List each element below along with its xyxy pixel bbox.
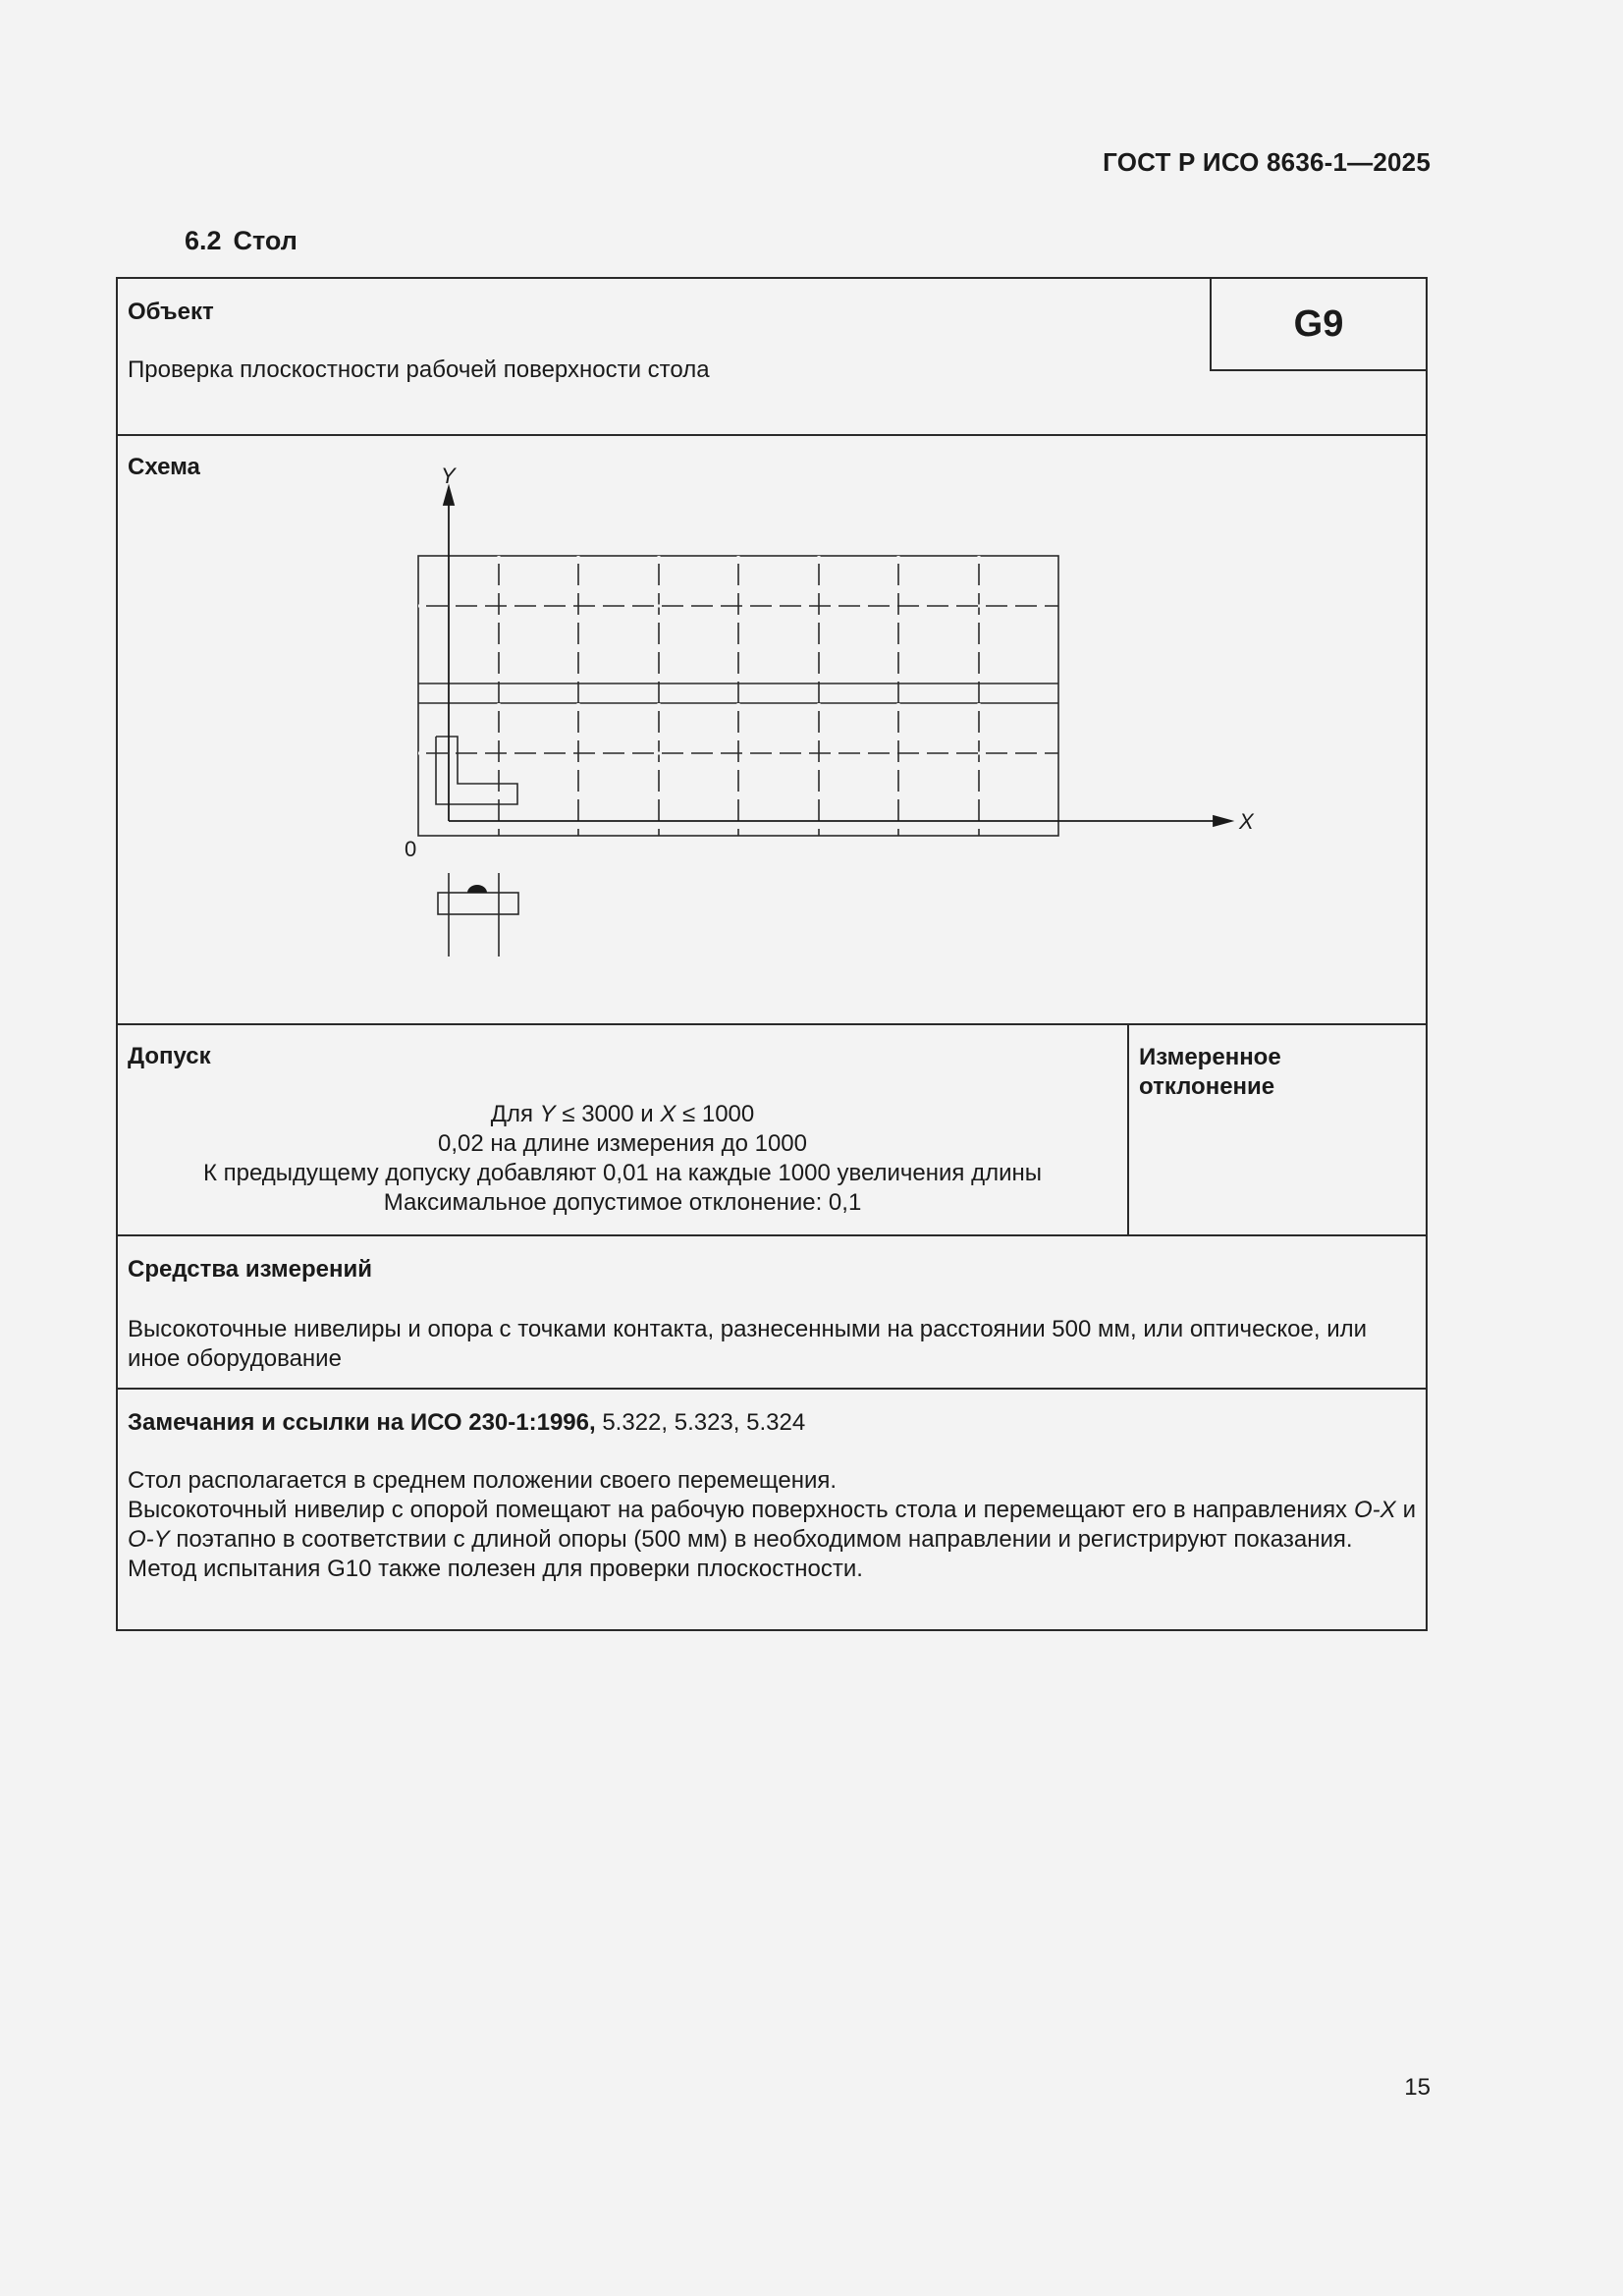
means-text: Высокоточные нивелиры и опора с точками контакта, разнесенными на расстоянии 500 мм, или оптическое, или иное оборудование <box>128 1316 1368 1372</box>
section-name: Стол <box>233 226 298 255</box>
x-axis-label: X <box>1239 809 1254 834</box>
means-label: Средства измерений <box>128 1256 373 1283</box>
notes-text <box>128 1466 1416 1584</box>
section-title <box>185 226 298 256</box>
object-text: Проверка плоскостности рабочей поверхности стола <box>128 356 710 383</box>
section-number: 6.2 <box>185 226 222 255</box>
notes-paragraph-3: Метод испытания G10 также полезен для проверки плоскостности. <box>128 1556 863 1582</box>
object-label: Объект <box>128 299 214 325</box>
measured-deviation-label: Измеренное отклонение <box>1139 1044 1281 1100</box>
level-bubble-icon <box>467 885 487 893</box>
notes-row <box>118 1390 1426 1629</box>
tolerance-line-2: 0,02 на длине измерения до 1000 <box>437 1130 808 1157</box>
notes-paragraph-2: Высокоточный нивелир с опорой помещают на рабочую поверхность стола и перемещают его в направлениях O-X и O-Y поэтапно в соответствии с длиной опоры (500 мм) в необходимом направлении и регистрируют показания. <box>128 1497 1417 1553</box>
test-code: G9 <box>1210 277 1428 371</box>
scheme-label: Схема <box>128 454 200 480</box>
tolerance-line-4: Максимальное допустимое отклонение: 0,1 <box>383 1189 862 1216</box>
measured-deviation-cell <box>1129 1025 1426 1234</box>
origin-label: 0 <box>405 837 417 861</box>
scheme-row <box>118 436 1426 1025</box>
test-card <box>116 277 1428 1631</box>
tolerance-label: Допуск <box>128 1043 211 1069</box>
tolerance-line-3: К предыдущему допуску добавляют 0,01 на каждые 1000 увеличения длины <box>202 1160 1042 1186</box>
notes-heading: Замечания и ссылки на ИСО 230-1:1996, 5.322, 5.323, 5.324 <box>128 1409 806 1436</box>
y-axis-arrow-icon <box>444 487 454 505</box>
object-row <box>118 279 1426 436</box>
tolerance-row <box>118 1025 1426 1236</box>
notes-paragraph-1: Стол располагается в среднем положении своего перемещения. <box>128 1467 838 1494</box>
scheme-drawing <box>118 436 1426 1021</box>
document-header: ГОСТ Р ИСО 8636-1—2025 <box>1103 147 1431 177</box>
tolerance-line-1: Для Y ≤ 3000 и X ≤ 1000 <box>490 1101 755 1127</box>
support-side-view <box>438 893 518 914</box>
tolerance-text <box>118 1100 1127 1218</box>
x-axis-arrow-icon <box>1214 816 1231 826</box>
page-number: 15 <box>1404 2074 1431 2101</box>
means-row <box>118 1236 1426 1390</box>
tolerance-cell <box>118 1025 1129 1234</box>
y-axis-label: Y <box>441 464 456 488</box>
